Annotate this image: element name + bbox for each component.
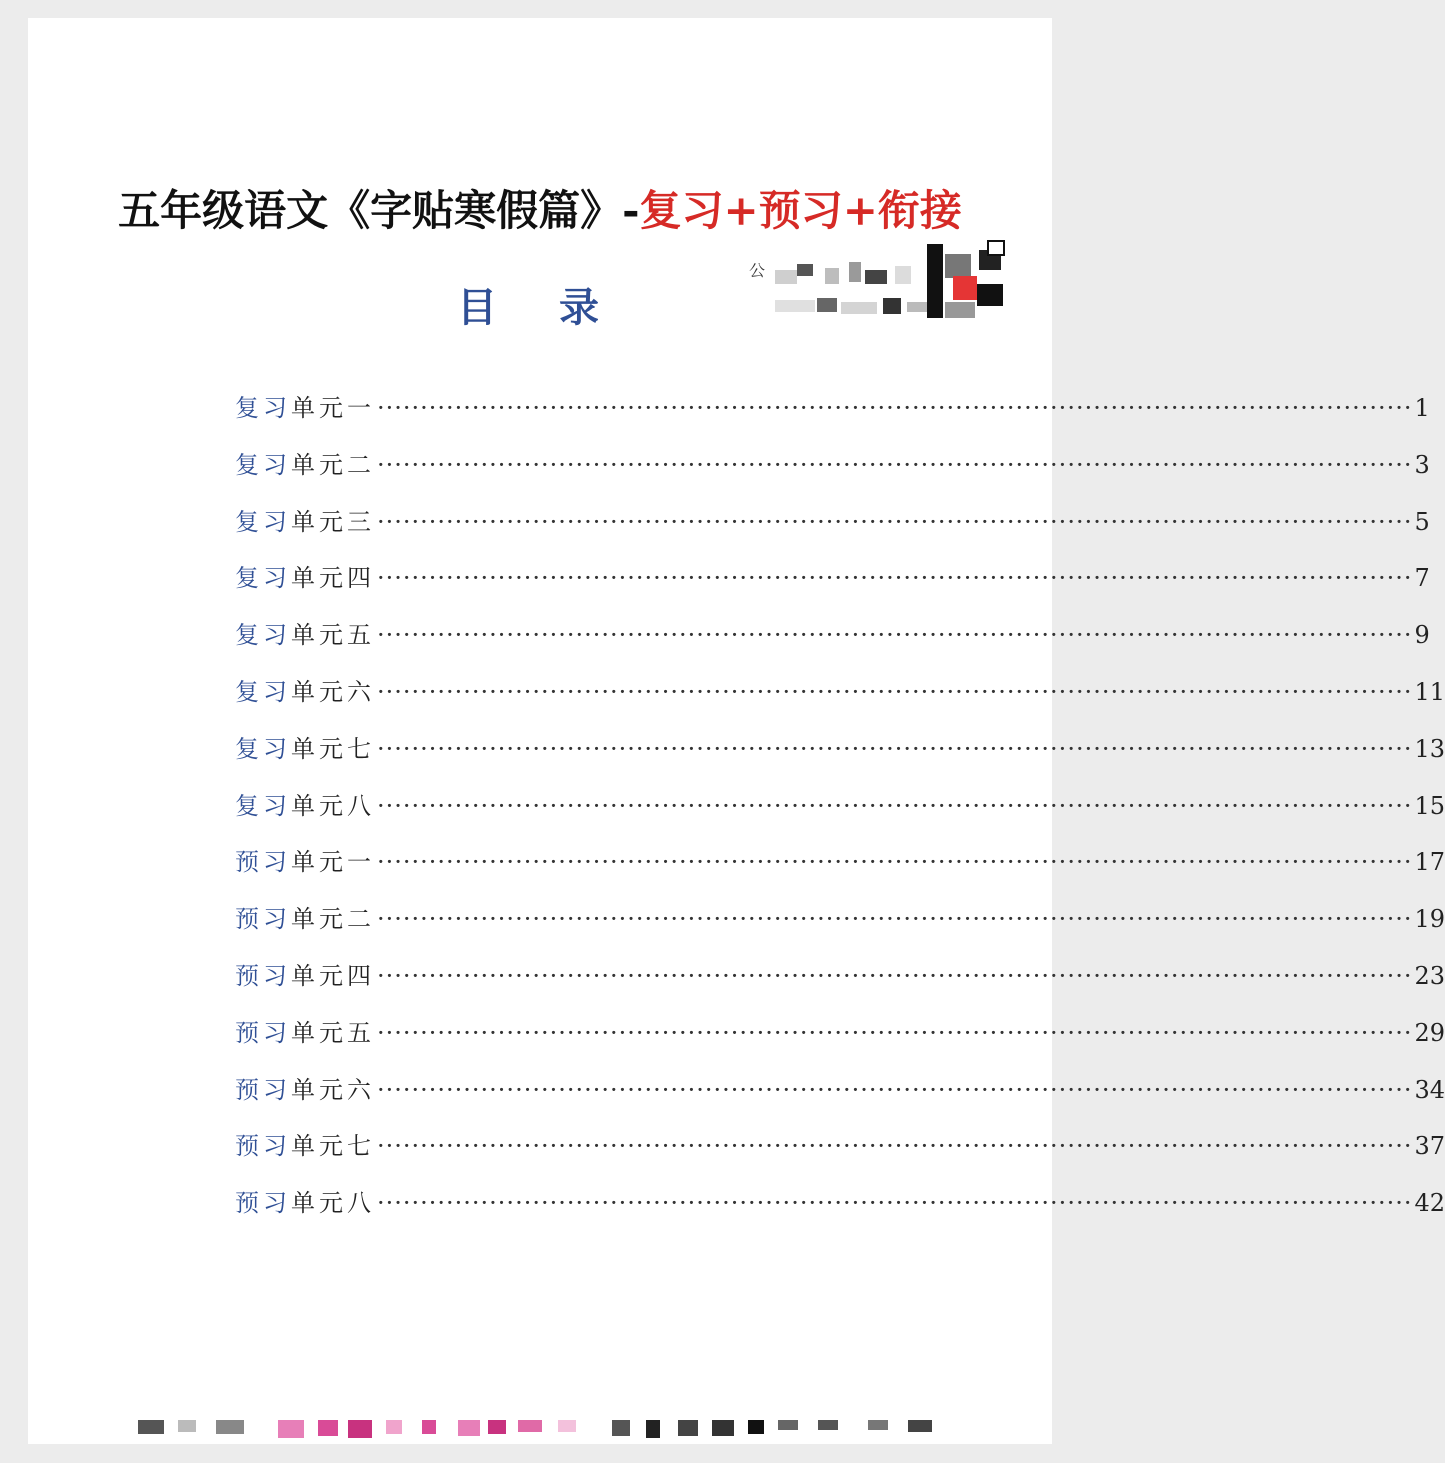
toc-entry-page: 11	[1414, 677, 1445, 706]
toc-entry	[235, 1070, 1445, 1127]
toc-entry-unit: 单元四	[291, 961, 375, 990]
toc-entry-unit: 单元六	[291, 677, 375, 706]
toc-entry-unit: 单元一	[291, 848, 375, 877]
toc-entry-page: 5	[1414, 507, 1430, 536]
toc-entry-kind: 预习	[235, 1189, 291, 1218]
toc-entry-page: 7	[1414, 564, 1430, 593]
toc-entry-unit: 单元八	[291, 791, 375, 820]
toc-entry-kind: 预习	[235, 961, 291, 990]
toc-entry-page: 1	[1414, 394, 1430, 422]
toc-entry-kind: 复习	[235, 394, 291, 422]
toc-entry-page: 9	[1414, 621, 1430, 650]
toc-entry	[235, 1183, 1445, 1240]
document-page	[28, 18, 1445, 1444]
toc-entry-unit: 单元三	[291, 507, 375, 536]
toc-entry-kind: 复习	[235, 564, 291, 593]
toc-entry-kind: 预习	[235, 1018, 291, 1047]
toc-entry-page: 19	[1414, 905, 1445, 934]
toc-entry-page: 15	[1414, 791, 1445, 820]
toc-entry-kind: 复习	[235, 791, 291, 820]
title-accent: 复习+预习+衔接	[639, 186, 962, 235]
toc-entry-unit: 单元四	[291, 564, 375, 593]
toc-entry-kind: 预习	[235, 905, 291, 934]
toc-leader-dots: ························································································································	[377, 1018, 1413, 1047]
toc-entry-page: 17	[1414, 848, 1445, 877]
toc-entry-kind: 预习	[235, 848, 291, 877]
toc-entry-kind: 复习	[235, 507, 291, 536]
toc-entry-unit: 单元七	[291, 1132, 375, 1161]
toc-entry-kind: 预习	[235, 1132, 291, 1161]
toc-leader-dots: ························································································································	[377, 961, 1413, 990]
title-main: 五年级语文《字贴寒假篇》-	[118, 186, 640, 235]
toc-entry	[235, 1126, 1445, 1183]
toc-entry	[235, 786, 1445, 843]
toc-entry	[235, 445, 1430, 502]
toc-entry-unit: 单元五	[291, 621, 375, 650]
document-title	[28, 178, 1052, 238]
toc-entry-unit: 单元六	[291, 1075, 375, 1104]
toc-entry	[235, 1013, 1445, 1070]
toc-entry	[235, 502, 1430, 559]
toc-entry-unit: 单元八	[291, 1189, 375, 1218]
toc-entry	[235, 672, 1445, 729]
toc-entry-page: 37	[1414, 1132, 1445, 1161]
toc-entry-page: 29	[1414, 1018, 1445, 1047]
toc-entry	[235, 729, 1445, 786]
toc-leader-dots: ························································································································	[377, 450, 1413, 479]
toc-leader-dots: ························································································································	[377, 734, 1413, 763]
toc-entry-unit: 单元一	[291, 394, 375, 422]
pixelated-watermark-stamp	[745, 240, 1007, 322]
toc-entry	[235, 899, 1445, 956]
toc-entry-page: 34	[1414, 1075, 1445, 1104]
toc-entry-unit: 单元二	[291, 905, 375, 934]
pixelated-footer-watermark	[138, 1414, 938, 1440]
toc-entry-kind: 复习	[235, 621, 291, 650]
toc-entry	[235, 956, 1445, 1013]
toc-leader-dots: ························································································································	[377, 677, 1413, 706]
toc-leader-dots: ························································································································	[377, 621, 1413, 650]
toc-entry-kind: 复习	[235, 450, 291, 479]
table-of-contents	[235, 388, 1445, 1240]
toc-leader-dots: ························································································································	[377, 507, 1413, 536]
toc-entry-kind: 复习	[235, 677, 291, 706]
toc-entry	[235, 842, 1445, 899]
toc-entry	[235, 558, 1430, 615]
toc-leader-dots: ························································································································	[377, 848, 1413, 877]
toc-leader-dots: ························································································································	[377, 791, 1413, 820]
stamp-glyph: 公	[749, 261, 766, 280]
toc-entry-page: 13	[1414, 734, 1445, 763]
toc-entry-page: 42	[1414, 1189, 1445, 1218]
toc-entry-unit: 单元二	[291, 450, 375, 479]
toc-entry-unit: 单元七	[291, 734, 375, 763]
toc-leader-dots: ························································································································	[377, 1075, 1413, 1104]
toc-leader-dots: ························································································································	[377, 394, 1413, 422]
toc-entry-kind: 预习	[235, 1075, 291, 1104]
toc-entry-page: 3	[1414, 450, 1430, 479]
toc-entry	[235, 388, 1430, 445]
toc-leader-dots: ························································································································	[377, 564, 1413, 593]
toc-entry	[235, 615, 1430, 672]
toc-heading: 目 录	[457, 284, 623, 331]
toc-entry-page: 23	[1414, 961, 1445, 990]
toc-entry-kind: 复习	[235, 734, 291, 763]
toc-entry-unit: 单元五	[291, 1018, 375, 1047]
toc-leader-dots: ························································································································	[377, 905, 1413, 934]
toc-leader-dots: ························································································································	[377, 1132, 1413, 1161]
toc-leader-dots: ························································································································	[377, 1189, 1413, 1218]
